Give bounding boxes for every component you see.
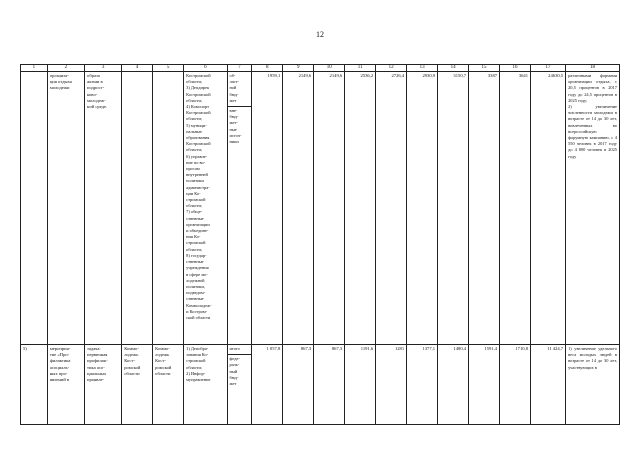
row-b-responsible: Коммо- лодежь Кост- ромской области: [122, 345, 153, 425]
row-a-value: 3150,7: [438, 72, 469, 345]
row-b-value: 1480,4: [438, 345, 469, 425]
row-b-expected-results: 1) увеличение удельного веса молодых людей в возрасте от 14 до 30 лет, участвующих в: [566, 345, 620, 425]
row-b-value: 1591,4: [469, 345, 500, 425]
row-a-task: образа жизни в подрост- ково- молодеж- ной среде.: [85, 72, 122, 345]
row-b-total: 11 424,7: [531, 345, 566, 425]
row-b-value: 867,3: [283, 345, 314, 425]
col-header: 13: [407, 65, 438, 72]
col-header: 5: [153, 65, 184, 72]
col-header: 18: [566, 65, 620, 72]
row-a-responsible: [122, 72, 153, 345]
row-b-funding-source: [227, 345, 252, 425]
row-b-value: 1710,8: [500, 345, 531, 425]
row-b-event-name: мероприя- тие «Про- филактика асоциаль- ных про- явлений в: [47, 345, 84, 425]
row-a-value: 2149,6: [283, 72, 314, 345]
row-a-number: [21, 72, 48, 345]
row-a-funding-source: [227, 72, 252, 345]
row-b-source-total: итого: [229, 346, 240, 351]
program-table: [20, 64, 620, 425]
table-row: [21, 345, 620, 425]
row-a-value: 2149,6: [314, 72, 345, 345]
col-header: 12: [376, 65, 407, 72]
row-a-value: 3641: [500, 72, 531, 345]
row-a-event-name: организа- ция отдыха молодежи: [47, 72, 84, 345]
row-b-participants: 1) Депобра- зования Ко- стромской области; 2) Инфор- муправление: [184, 345, 227, 425]
col-header: 6: [184, 65, 227, 72]
col-header: 4: [122, 65, 153, 72]
col-header: 14: [438, 65, 469, 72]
col-header: 10: [314, 65, 345, 72]
row-a-value: 1959,1: [252, 72, 283, 345]
row-a-value: 2536,2: [345, 72, 376, 345]
row-a-value: 3387: [469, 72, 500, 345]
col-header: 3: [85, 65, 122, 72]
col-header: 16: [500, 65, 531, 72]
table-row: [21, 72, 620, 345]
row-b-source-federal: феде- раль- ный бюд- жет: [228, 354, 252, 387]
column-number-row: [21, 65, 620, 72]
row-a-participants: Костромской области; 3) Депдирек Костромской области; 4) Комспорт Костромской области; 5) муници- пальные образования Костромской области; 6) управле- ние по во- просам внутренней политики администра- ции Ко- стромской области; 7) обще- ственные организации и объедине- ния Ко- стромской области; 8) государ- ственные учреждения в сфере мо- лодежной политики, подведом- ственные Коммолодеж- и Костром- ской области: [184, 72, 227, 345]
row-a-total: 24630,5: [531, 72, 566, 345]
row-b-task: задача: первичная профилак- тика асо- циальных проявле-: [85, 345, 122, 425]
row-b-coexecutor: Коммо- лодежь Кост- ромской области: [153, 345, 184, 425]
col-header: 2: [47, 65, 84, 72]
page-number: 12: [316, 30, 324, 39]
row-a-source-regional: об- ласт- ной бюд- жет: [229, 73, 239, 103]
col-header: 1: [21, 65, 48, 72]
row-a-source-offbudget: вне- бюд- жет- ные источ- ники: [228, 106, 252, 145]
row-a-expected-results: различными формами организации отдыха, с 20,5 процентов в 2017 году до 24,5 процентов в 2025 году; 2) увеличение численности молодежи в возрасте от 14 до 30 лет, вовлеченных во всероссийскую форумную кампанию, с 4 550 человек в 2017 году до 4 800 человек в 2025 году: [566, 72, 620, 345]
col-header: 11: [345, 65, 376, 72]
row-b-value: 1 057,8: [252, 345, 283, 425]
row-b-value: 1191,6: [345, 345, 376, 425]
col-header: 9: [283, 65, 314, 72]
row-a-value: 2726,4: [376, 72, 407, 345]
row-b-number: 5): [21, 345, 48, 425]
col-header: 15: [469, 65, 500, 72]
row-a-value: 2930,9: [407, 72, 438, 345]
row-a-coexecutor: [153, 72, 184, 345]
col-header: 17: [531, 65, 566, 72]
row-b-value: 1281: [376, 345, 407, 425]
col-header: 7: [227, 65, 252, 72]
col-header: 8: [252, 65, 283, 72]
row-b-value: 867,3: [314, 345, 345, 425]
row-b-value: 1377,1: [407, 345, 438, 425]
